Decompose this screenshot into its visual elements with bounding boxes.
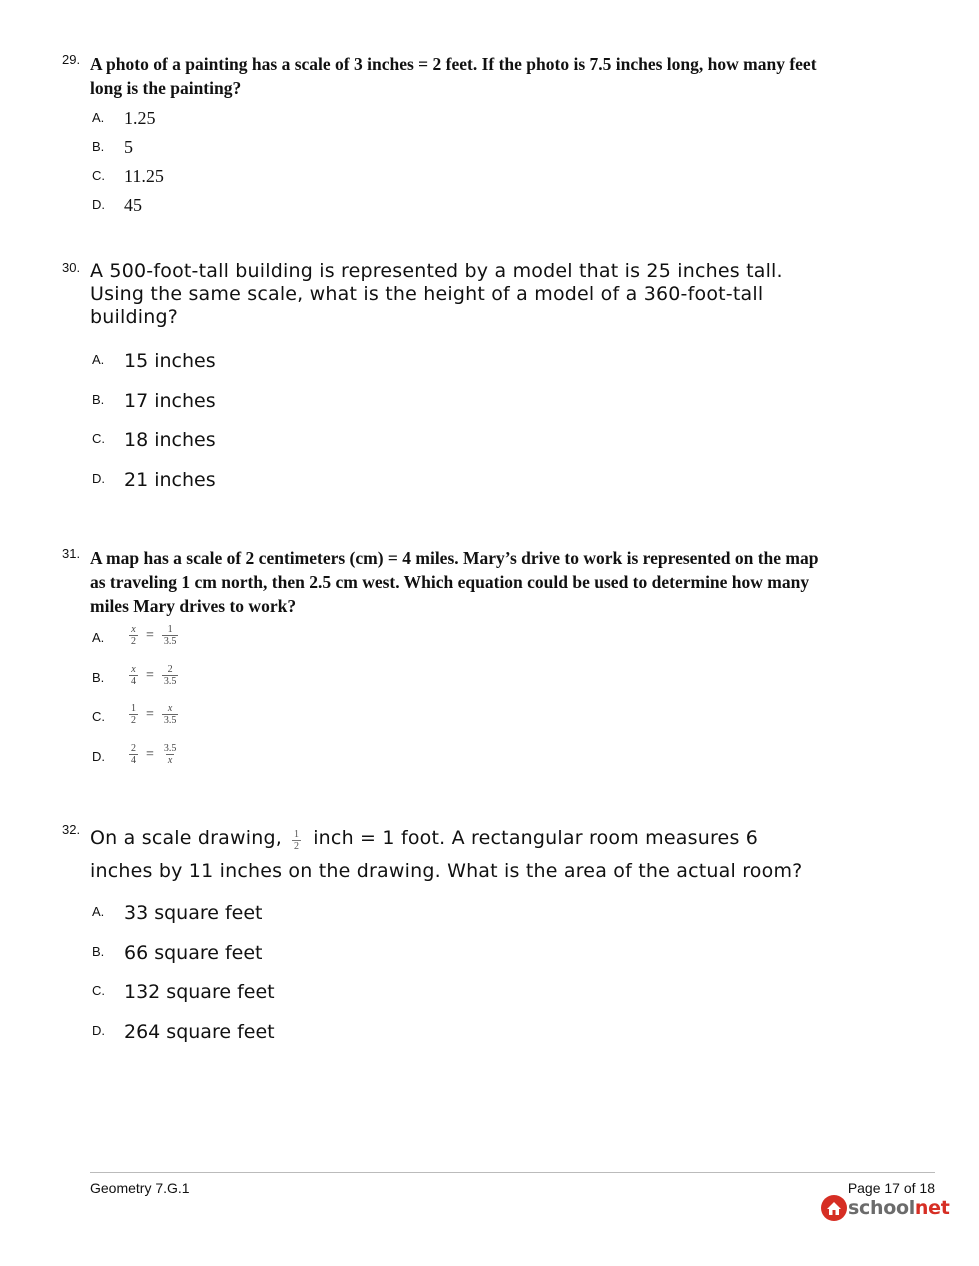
question-stem: A photo of a painting has a scale of 3 inches = 2 feet. If the photo is 7.5 inches long, how many feet long is the painting? [90, 54, 817, 98]
option-letter: C. [92, 709, 105, 724]
frac-denominator: 2 [131, 715, 136, 726]
equals-sign: = [146, 706, 154, 722]
question-32 [62, 822, 862, 888]
option-text: 132 square feet [124, 981, 275, 1003]
option-letter: C. [92, 983, 105, 998]
stem-text: On a scale drawing, [90, 827, 282, 849]
option-text: 264 square feet [124, 1021, 275, 1043]
equals-sign: = [146, 667, 154, 683]
question-number: 32. [62, 822, 81, 837]
frac-denominator: 2 [294, 841, 300, 852]
frac-numerator: x [131, 624, 136, 635]
equals-sign: = [146, 627, 154, 643]
frac-denominator: 2 [131, 636, 136, 647]
option-text: 33 square feet [124, 902, 263, 924]
stem-line: A 500-foot-tall building is represented by a model that is 25 inches tall. [90, 260, 783, 282]
footer-course: Geometry 7.G.1 [90, 1180, 190, 1196]
question-stem [90, 822, 862, 888]
question-number: 29. [62, 52, 81, 67]
option-text: 18 inches [124, 429, 216, 451]
frac-denominator: 4 [131, 755, 136, 766]
frac-denominator: x [167, 755, 173, 766]
frac-numerator: 2 [131, 743, 136, 754]
option-letter: B. [92, 139, 105, 154]
option-text: 66 square feet [124, 942, 263, 964]
option-text: 17 inches [124, 390, 216, 412]
equation [129, 743, 178, 766]
question-stem [90, 260, 822, 329]
stem-line: building? [90, 306, 178, 328]
option-letter: A. [92, 630, 105, 645]
stem-line [90, 822, 862, 855]
question-29 [62, 52, 822, 100]
equation [129, 664, 178, 687]
question-number: 30. [62, 260, 81, 275]
option-text: 45 [124, 195, 142, 215]
option-text: 5 [124, 137, 133, 157]
frac-numerator: 2 [167, 664, 173, 675]
footer-divider [90, 1172, 935, 1173]
stem-text: inch = 1 foot. A rectangular room measures 6 [313, 827, 759, 849]
option-letter: A. [92, 904, 105, 919]
option-letter: C. [92, 431, 105, 446]
option-text: 15 inches [124, 350, 216, 372]
frac-numerator: 3.5 [163, 743, 177, 754]
frac-numerator: x [131, 664, 136, 675]
option-text: 1.25 [124, 108, 156, 128]
frac-numerator: 1 [167, 624, 173, 635]
option-text: 11.25 [124, 166, 164, 186]
frac-denominator: 4 [131, 676, 136, 687]
option-letter: B. [92, 392, 105, 407]
frac-numerator: 1 [294, 829, 300, 840]
question-30 [62, 260, 822, 329]
frac-numerator: x [167, 703, 173, 714]
equals-sign: = [146, 746, 154, 762]
frac-denominator: 3.5 [163, 636, 177, 647]
option-letter: C. [92, 168, 105, 183]
option-letter: B. [92, 944, 105, 959]
option-letter: D. [92, 1023, 105, 1038]
option-letter: D. [92, 471, 105, 486]
option-letter: A. [92, 110, 105, 125]
frac-denominator: 3.5 [163, 676, 177, 687]
option-letter: A. [92, 352, 105, 367]
frac-denominator: 3.5 [163, 715, 177, 726]
inline-fraction [292, 829, 301, 852]
option-letter: D. [92, 197, 105, 212]
question-31 [62, 546, 822, 618]
question-number: 31. [62, 546, 81, 561]
option-letter: B. [92, 670, 105, 685]
house-icon [820, 1194, 848, 1222]
logo-wordmark: schoolnet [848, 1197, 950, 1219]
question-stem: A map has a scale of 2 centimeters (cm) = 4 miles. Mary’s drive to work is represented on the map as traveling 1 cm north, then 2.5 cm west. Which equation could be used to determine how many miles Mary drives to work? [90, 548, 819, 616]
equation [129, 624, 178, 647]
schoolnet-logo [820, 1194, 950, 1222]
option-text: 21 inches [124, 469, 216, 491]
frac-numerator: 1 [131, 703, 136, 714]
equation [129, 703, 178, 726]
footer-page-number: Page 17 of 18 [847, 1180, 935, 1196]
stem-line: Using the same scale, what is the height of a model of a 360-foot-tall [90, 283, 764, 305]
option-letter: D. [92, 749, 105, 764]
stem-line: inches by 11 inches on the drawing. What is the area of the actual room? [90, 860, 803, 882]
